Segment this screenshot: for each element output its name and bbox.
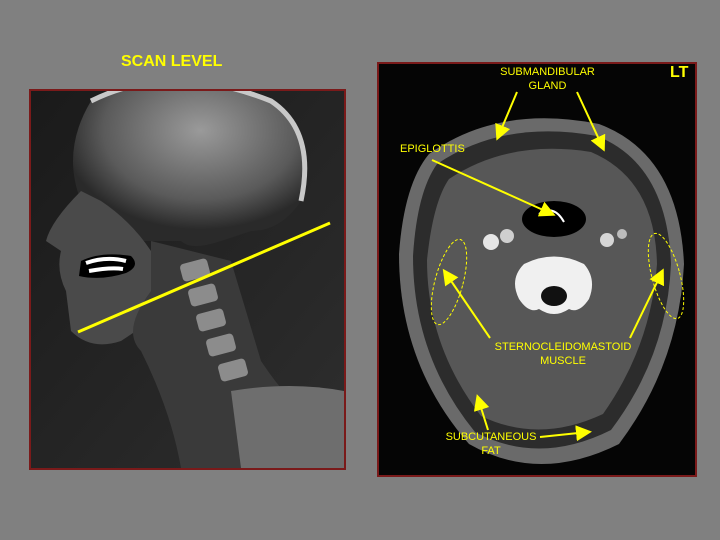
submandibular-left-arrow (498, 92, 517, 137)
orientation-label: LT (670, 64, 689, 81)
epiglottis-label: EPIGLOTTIS (400, 143, 465, 155)
sternocleidomastoid-muscle-label: STERNOCLEIDOMASTOID MUSCLE (494, 341, 632, 367)
epiglottis-arrow (432, 160, 552, 214)
subcutaneous-fat-label: SUBCUTANEOUS FAT (445, 431, 537, 457)
subcutaneous-right-arrow (540, 432, 588, 437)
scan-level-line (78, 223, 330, 332)
scan-level-title: SCAN LEVEL (121, 53, 223, 70)
submandibular-right-arrow (577, 92, 603, 148)
sternocleidomastoid-right-arrow (630, 272, 662, 338)
submandibular-gland-label: SUBMANDIBULAR GLAND (500, 66, 595, 92)
subcutaneous-left-arrow (478, 398, 488, 430)
sternocleidomastoid-left-arrow (445, 272, 490, 338)
